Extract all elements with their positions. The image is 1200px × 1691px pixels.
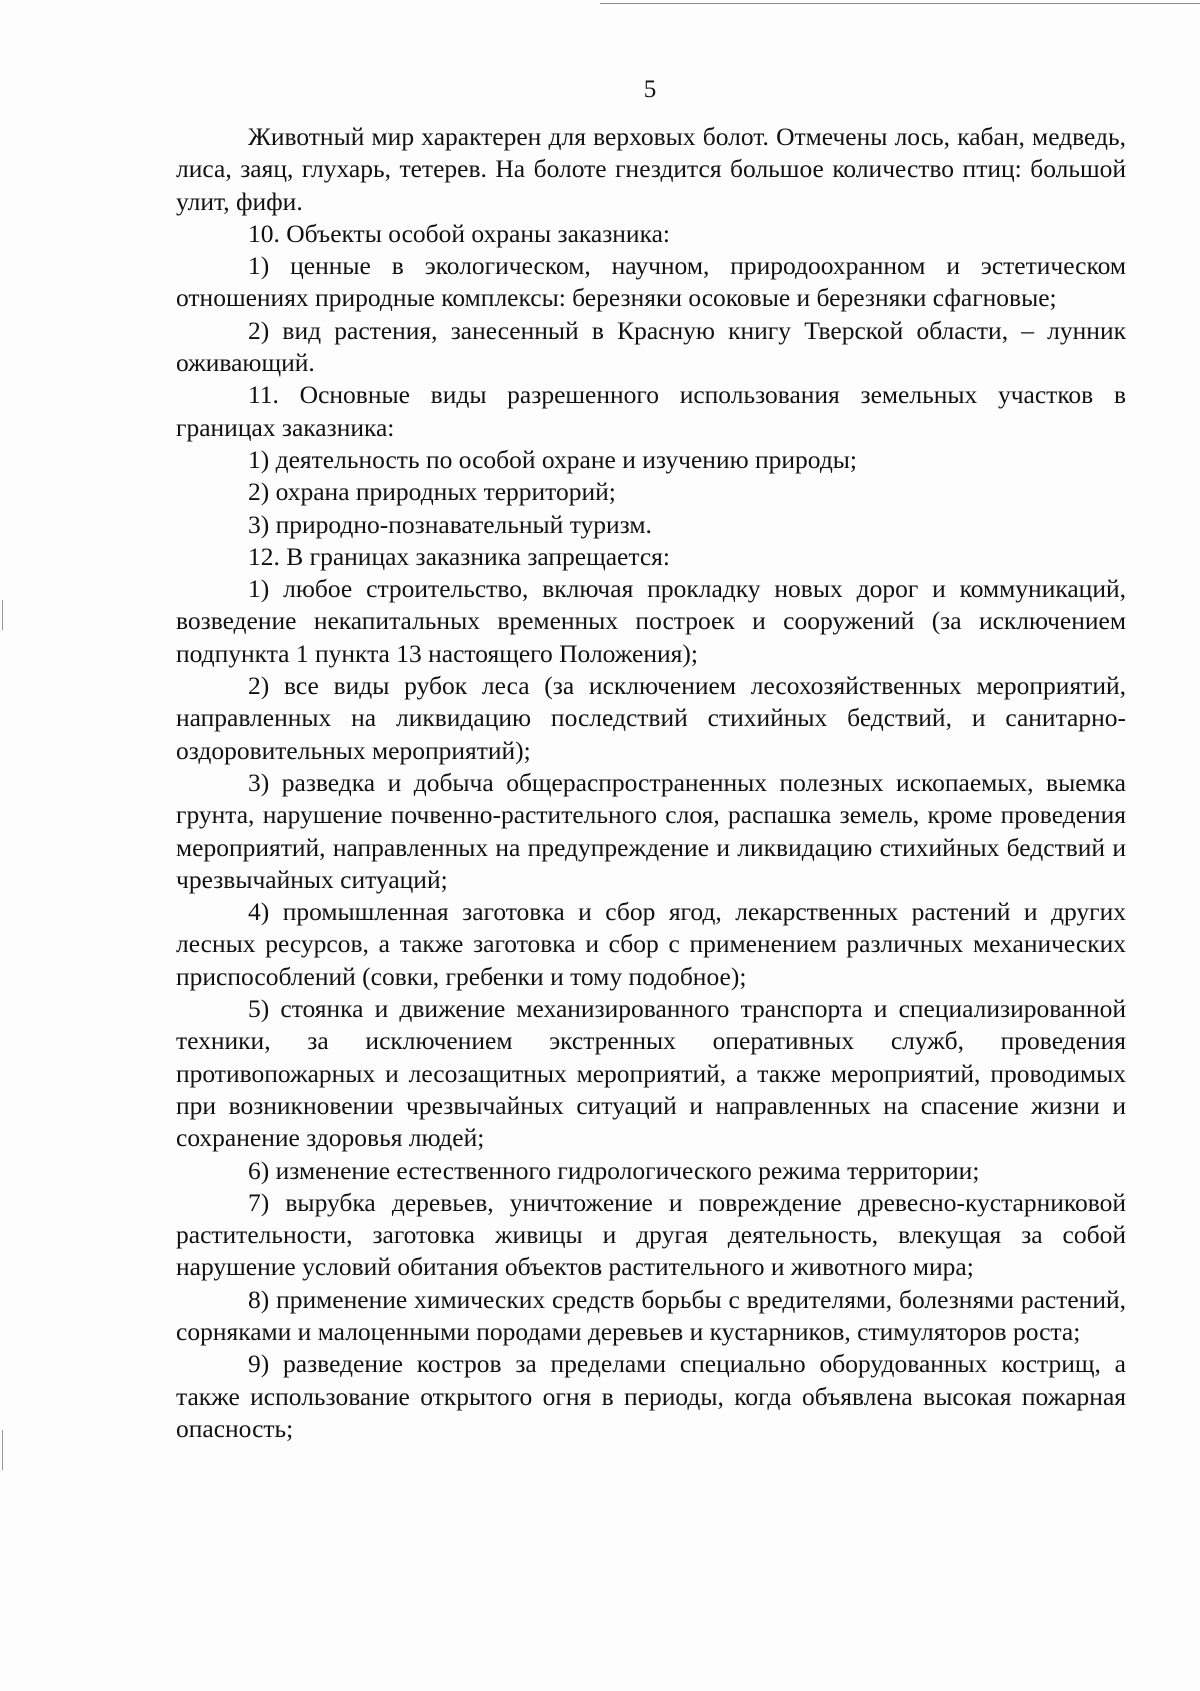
paragraph-section-12: 12. В границах заказника запрещается: [248,541,670,571]
paragraph-12-5: 5) стоянка и движение механизированного транспорта и специализированной техники, за исключением экстренных оперативных служб, проведения противопожарных и лесозащитных мероприятий, а также мероприятий, проводимых при возникновении чрезвычайных ситуаций и направленных на спасение жизни и сохранение здоровья людей; [176,994,1126,1153]
paragraph-section-11: 11. Основные виды разрешенного использования земельных участков в границах заказника: [176,380,1126,442]
paragraph-12-7: 7) вырубка деревьев, уничтожение и повреждение древесно-кустарниковой растительности, заготовка живицы и другая деятельность, влекущая за собой нарушение условий обитания объектов растительного и животного мира; [176,1187,1126,1282]
paragraph-12-4: 4) промышленная заготовка и сбор ягод, лекарственных растений и других лесных ресурсов, а также заготовка и сбор с применением различных механических приспособлений (совки, гребенки и тому подобное); [176,897,1126,991]
scan-margin-mark [2,1430,3,1470]
paragraph-fauna: Животный мир характерен для верховых болот. Отмечены лось, кабан, медведь, лиса, заяц, глухарь, тетерев. На болоте гнездится большое количество птиц: большой улит, фифи. [176,122,1126,216]
paragraph-12-6: 6) изменение естественного гидрологического режима территории; [248,1155,980,1185]
paragraph-12-9: 9) разведение костров за пределами специально оборудованных кострищ, а также использование открытого огня в периоды, когда объявлена высокая пожарная опасность; [176,1349,1126,1443]
paragraph-11-2: 2) охрана природных территорий; [248,477,616,507]
paragraph-12-3: 3) разведка и добыча общераспространенных полезных ископаемых, выемка грунта, нарушение почвенно-растительного слоя, распашка земель, кроме проведения мероприятий, направленных на предупреждение и ликвидацию стихийных бедствий и чрезвычайных ситуаций; [176,767,1126,894]
scan-top-rule [600,3,1200,4]
scan-margin-mark [2,600,3,630]
paragraph-12-8: 8) применение химических средств борьбы с вредителями, болезнями растений, сорняками и малоценными породами деревьев и кустарников, стимуляторов роста; [176,1284,1126,1346]
paragraph-12-1: 1) любое строительство, включая прокладку новых дорог и коммуникаций, возведение некапитальных временных построек и сооружений (за исключением подпункта 1 пункта 13 настоящего Положения); [176,574,1126,668]
paragraph-12-2: 2) все виды рубок леса (за исключением лесохозяйственных мероприятий, направленных на ликвидацию последствий стихийных бедствий, и санитарно-оздоровительных мероприятий); [176,671,1126,765]
paragraph-10-2: 2) вид растения, занесенный в Красную книгу Тверской области, – лунник оживающий. [176,315,1126,378]
paragraph-11-3: 3) природно-познавательный туризм. [248,509,652,539]
paragraph-10-1: 1) ценные в экологическом, научном, природоохранном и эстетическом отношениях природные комплексы: березняки осоковые и березняки сфагновые; [176,251,1126,313]
page-number: 5 [643,76,657,103]
document-body [176,121,1126,1445]
paragraph-11-1: 1) деятельность по особой охране и изучению природы; [248,444,858,474]
paragraph-section-10: 10. Объекты особой охраны заказника: [248,218,670,248]
